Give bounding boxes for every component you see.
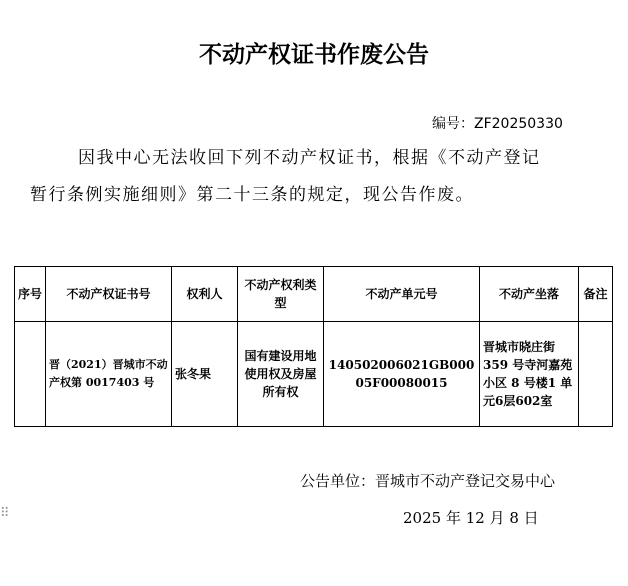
cell-location: 晋城市晓庄街359 号寺河嘉苑小区 8 号楼1 单元6层602室: [480, 322, 579, 427]
notice-number: 编号：ZF20250330: [432, 116, 563, 132]
paragraph: 因我中心无法收回下列不动产权证书，根据《不动产登记: [78, 148, 541, 168]
cell-certificate-number: 晋（2021）晋城市不动产权第 0017403 号: [46, 322, 172, 427]
cell-index: [15, 322, 46, 427]
page-title: 不动产权证书作废公告: [199, 41, 429, 68]
cell-owner: 张冬果: [172, 322, 238, 427]
notice-date: 2025 年 12 月 8 日: [403, 509, 539, 527]
header-cell: 不动产权利类型: [238, 267, 324, 322]
drag-handle-icon[interactable]: ⠿: [0, 506, 10, 521]
paragraph: 暂行条例实施细则》第二十三条的规定，现公告作废。: [30, 185, 474, 205]
cell-unit-number: 140502006021GB00005F00080015: [324, 322, 480, 427]
issuer: 公告单位：晋城市不动产登记交易中心: [300, 472, 556, 490]
cell-right-type: 国有建设用地使用权及房屋所有权: [238, 322, 324, 427]
header-cell: 不动产单元号: [324, 267, 480, 322]
header-cell: 序号: [15, 267, 46, 322]
header-cell: 权利人: [172, 267, 238, 322]
certificate-table: [14, 266, 613, 427]
cell-remark: [579, 322, 613, 427]
table-header-row: [15, 267, 613, 322]
header-cell: 不动产坐落: [480, 267, 579, 322]
header-cell: 不动产权证书号: [46, 267, 172, 322]
header-cell: 备注: [579, 267, 613, 322]
table-row: [15, 322, 613, 427]
